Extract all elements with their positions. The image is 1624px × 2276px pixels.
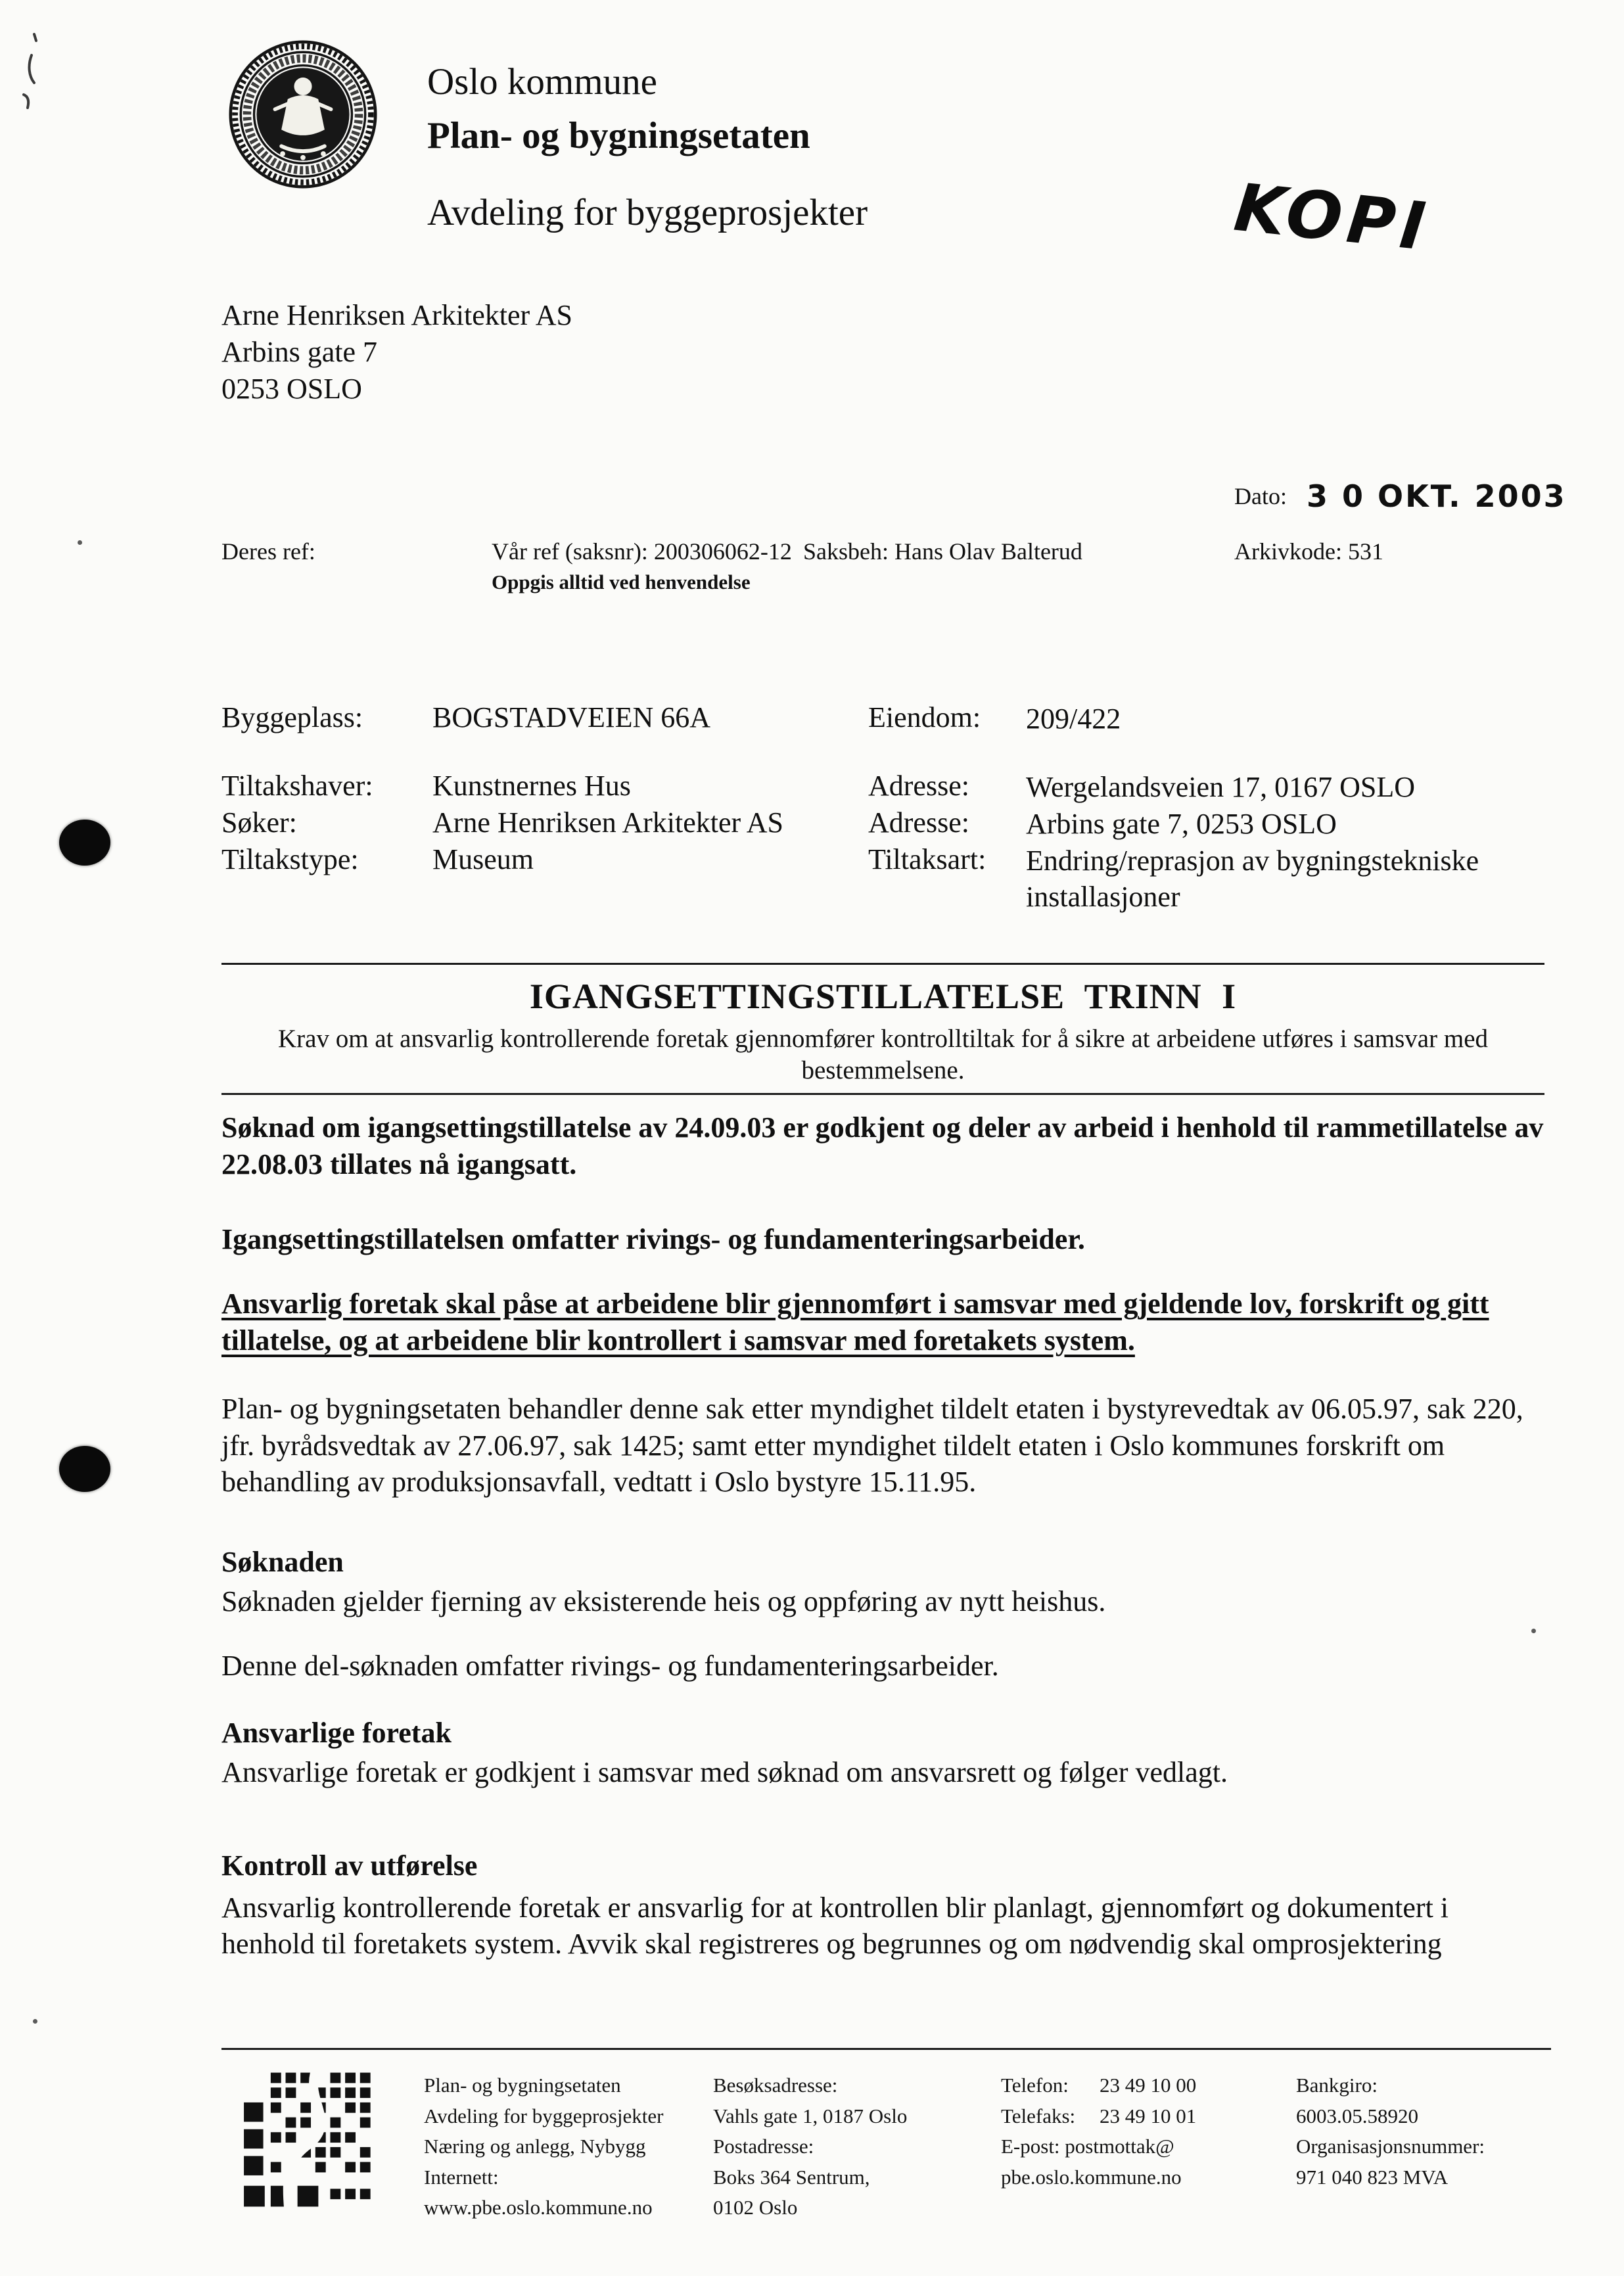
- document-title: IGANGSETTINGSTILLATELSE TRINN I: [529, 977, 1237, 1016]
- case-value: Museum: [432, 843, 534, 875]
- punch-hole: [59, 1446, 110, 1492]
- date-line: [1234, 478, 1567, 514]
- footer-line: [1001, 2162, 1196, 2193]
- case-label: Byggeplass:: [221, 701, 363, 733]
- footer-label: pbe.oslo.kommune.no: [1001, 2165, 1182, 2189]
- case-value: Wergelandsveien 17, 0167 OSLO: [1026, 771, 1415, 803]
- section-paragraph: Søknaden gjelder fjerning av eksisterende heis og oppføring av nytt heishus.: [221, 1585, 1106, 1618]
- footer-line: Organisasjonsnummer:: [1296, 2135, 1485, 2158]
- title-rule-top: [221, 963, 1544, 965]
- case-label: Eiendom:: [868, 701, 981, 733]
- var-ref-note: Oppgis alltid ved henvendelse: [492, 570, 751, 593]
- footer-value: 23 49 10 00: [1100, 2074, 1197, 2097]
- recipient-street: Arbins gate 7: [221, 335, 378, 368]
- agency-name: Plan- og bygningsetaten: [427, 114, 810, 156]
- section-heading-soknaden: Søknaden: [221, 1546, 344, 1579]
- obligation-paragraph: Ansvarlig foretak skal påse at arbeidene blir gjennomført i samsvar med gjeldende lov, forskrift og gitt tillatelse, og at arbeidene blir kontrollert i samsvar med foretakets system.: [221, 1287, 1489, 1357]
- municipality-name: Oslo kommune: [427, 61, 657, 103]
- title-rule-bottom: [221, 1093, 1544, 1095]
- footer-line: Næring og anlegg, Nybygg: [424, 2135, 646, 2158]
- case-value: Endring/reprasjon av bygningstekniske installasjoner: [1026, 845, 1479, 913]
- case-value: Arne Henriksen Arkitekter AS: [432, 806, 783, 839]
- footer-line: Internett:: [424, 2165, 499, 2189]
- footer-line: [1001, 2101, 1196, 2132]
- deres-ref-label: Deres ref:: [221, 538, 315, 565]
- footer-line: Postadresse:: [713, 2135, 814, 2158]
- letter-body: [221, 963, 1544, 1962]
- section-paragraph: Ansvarlige foretak er godkjent i samsvar med søknad om ansvarsrett og følger vedlagt.: [221, 1755, 1228, 1788]
- scan-speck: [33, 2019, 37, 2024]
- copy-stamp: KOPI: [1230, 168, 1434, 266]
- footer-line: Besøksadresse:: [713, 2074, 838, 2097]
- scope-paragraph: Igangsettingstillatelsen omfatter rivings- og fundamenteringsarbeider.: [221, 1223, 1085, 1256]
- pbe-block-logo: [241, 2064, 375, 2210]
- section-heading-ansvarlige-foretak: Ansvarlige foretak: [221, 1716, 452, 1749]
- letterhead: [427, 60, 868, 235]
- footer-line: Vahls gate 1, 0187 Oslo: [713, 2104, 908, 2127]
- recipient-city: 0253 OSLO: [221, 372, 362, 405]
- footer-line: 6003.05.58920: [1296, 2104, 1418, 2127]
- footer-label: E-post: postmottak@: [1001, 2135, 1174, 2158]
- footer-line: [1001, 2131, 1196, 2162]
- punch-hole: [59, 820, 110, 866]
- case-value: Kunstnernes Hus: [432, 770, 631, 802]
- pen-mark: [14, 32, 54, 117]
- section-paragraph: Ansvarlig kontrollerende foretak er ansvarlig for at kontrollen blir planlagt, gjennomført og dokumentert i henhold til foretakets system. Avvik skal registreres og begrunnes og om nødvendig skal omprosjektering: [221, 1891, 1449, 1961]
- authority-paragraph: Plan- og bygningsetaten behandler denne sak etter myndighet tildelt etaten i bystyrevedtak av 06.05.97, sak 220, jfr. byrådsvedtak av 27.06.97, sak 1425; samt etter myndighet tildelt etaten i Oslo kommunes forskrift om behandling av produksjonsavfall, vedtatt i Oslo bystyre 15.11.95.: [221, 1392, 1523, 1498]
- section-paragraph: Denne del-søknaden omfatter rivings- og fundamenteringsarbeider.: [221, 1650, 999, 1683]
- department-name: Avdeling for byggeprosjekter: [427, 192, 868, 234]
- case-value: Arbins gate 7, 0253 OSLO: [1026, 808, 1337, 840]
- document-subtitle: Krav om at ansvarlig kontrollerende foretak gjennomfører kontrolltiltak for å sikre at arbeidene utføres i samsvar med bestemmelsene.: [277, 1024, 1489, 1084]
- oslo-coat-of-arms-logo: [227, 38, 379, 191]
- recipient-address: [221, 297, 572, 407]
- footer-label: Telefon:: [1001, 2074, 1069, 2097]
- case-value: BOGSTADVEIEN 66A: [432, 701, 711, 733]
- date-label: Dato:: [1234, 483, 1287, 509]
- caseworker: Saksbeh: Hans Olav Balterud: [803, 538, 1082, 565]
- footer-line: [1001, 2070, 1196, 2101]
- footer-value: 23 49 10 01: [1100, 2104, 1197, 2127]
- footer-line: 971 040 823 MVA: [1296, 2165, 1449, 2189]
- footer-address-column: [713, 2070, 907, 2223]
- date-stamp: 3 0 OKT. 2003: [1306, 478, 1567, 514]
- footer-line: Bankgiro:: [1296, 2074, 1378, 2097]
- footer-line: Boks 364 Sentrum,: [713, 2165, 870, 2189]
- section-heading-kontroll: Kontroll av utførelse: [221, 1849, 478, 1882]
- footer-divider: [221, 2048, 1551, 2050]
- case-label: Adresse:: [868, 806, 969, 839]
- scan-speck: [78, 540, 82, 545]
- footer-line: Plan- og bygningsetaten: [424, 2074, 621, 2097]
- footer-line: Avdeling for byggeprosjekter: [424, 2104, 664, 2127]
- footer-org-column: [424, 2070, 663, 2223]
- footer-label: Telefaks:: [1001, 2104, 1076, 2127]
- footer-contact-column: [1001, 2070, 1196, 2193]
- case-label: Søker:: [221, 806, 297, 839]
- case-value: 209/422: [1026, 703, 1121, 735]
- case-label: Tiltakshaver:: [221, 770, 373, 802]
- case-label: Tiltakstype:: [221, 843, 359, 875]
- footer-website: www.pbe.oslo.kommune.no: [424, 2196, 653, 2219]
- archive-code: Arkivkode: 531: [1234, 538, 1383, 565]
- var-ref: Vår ref (saksnr): 200306062-12: [492, 538, 792, 565]
- approval-paragraph: Søknad om igangsettingstillatelse av 24.09.03 er godkjent og deler av arbeid i henhold til rammetillatelse av 22.08.03 tillates nå igangsatt.: [221, 1111, 1544, 1181]
- case-label: Adresse:: [868, 770, 969, 802]
- recipient-name: Arne Henriksen Arkitekter AS: [221, 299, 572, 331]
- footer-finance-column: [1296, 2070, 1485, 2193]
- case-label: Tiltaksart:: [868, 843, 986, 875]
- footer-line: 0102 Oslo: [713, 2196, 798, 2219]
